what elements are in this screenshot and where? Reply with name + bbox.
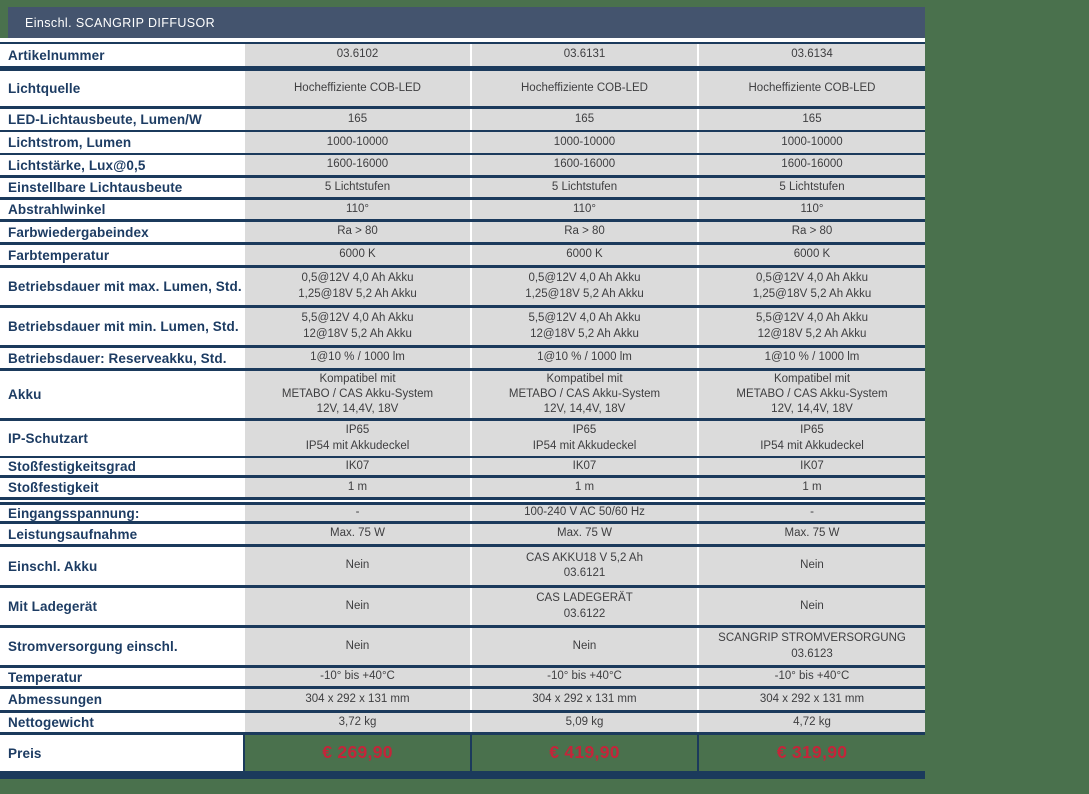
value-cell: 1 m xyxy=(472,478,697,497)
table-row-preis xyxy=(0,735,925,771)
table-row-eingangsspannung xyxy=(0,505,925,524)
table-row-temperatur xyxy=(0,668,925,689)
value-cell: 6000 K xyxy=(472,245,697,265)
value-cell: Nein xyxy=(699,588,925,625)
value-cell: SCANGRIP STROMVERSORGUNG 03.6123 xyxy=(699,628,925,665)
row-label: Farbtemperatur xyxy=(8,247,110,263)
table-row-stossfestigkeitsgrad xyxy=(0,458,925,478)
value-cell: 1 m xyxy=(245,478,470,497)
value-cell: 6000 K xyxy=(245,245,470,265)
value-cell: Nein xyxy=(245,628,470,665)
value-cell: 0,5@12V 4,0 Ah Akku 1,25@18V 5,2 Ah Akku xyxy=(699,268,925,305)
table-row-led-lichtausbeute xyxy=(0,109,925,132)
value-cell: 1600-16000 xyxy=(472,155,697,175)
value-cell: 1000-10000 xyxy=(699,132,925,153)
table-row-stossfestigkeit xyxy=(0,478,925,500)
value-cell: 1 m xyxy=(699,478,925,497)
value-cell: 5,5@12V 4,0 Ah Akku 12@18V 5,2 Ah Akku xyxy=(472,308,697,345)
row-label: Nettogewicht xyxy=(8,715,94,730)
value-cell: 6000 K xyxy=(699,245,925,265)
value-cell: Max. 75 W xyxy=(699,524,925,544)
value-cell: IP65 IP54 mit Akkudeckel xyxy=(699,421,925,456)
table-row-lichtstaerke xyxy=(0,155,925,178)
value-cell: IK07 xyxy=(472,458,697,475)
table-bottom-bar xyxy=(0,771,925,779)
value-cell: 0,5@12V 4,0 Ah Akku 1,25@18V 5,2 Ah Akku xyxy=(245,268,470,305)
table-row-abstrahlwinkel xyxy=(0,200,925,222)
table-row-mit-ladegeraet xyxy=(0,588,925,628)
row-label: IP-Schutzart xyxy=(8,431,88,446)
value-cell: 1@10 % / 1000 lm xyxy=(245,348,470,368)
table-row-stromversorgung xyxy=(0,628,925,668)
value-cell: 165 xyxy=(699,109,925,130)
value-cell: 1600-16000 xyxy=(245,155,470,175)
value-cell: Hocheffiziente COB-LED xyxy=(472,71,697,106)
row-label: Mit Ladegerät xyxy=(8,599,98,614)
value-cell: -10° bis +40°C xyxy=(699,668,925,686)
value-cell: 03.6131 xyxy=(472,44,697,66)
value-cell: 110° xyxy=(699,200,925,219)
value-cell: Max. 75 W xyxy=(472,524,697,544)
value-cell: CAS LADEGERÄT 03.6122 xyxy=(472,588,697,625)
table-row-farbtemperatur xyxy=(0,245,925,268)
value-cell: 110° xyxy=(245,200,470,219)
value-cell: 1@10 % / 1000 lm xyxy=(472,348,697,368)
row-label: Temperatur xyxy=(8,669,83,685)
row-label: Lichtquelle xyxy=(8,81,81,96)
row-label: Stoßfestigkeitsgrad xyxy=(8,459,136,474)
value-cell: IK07 xyxy=(699,458,925,475)
value-cell: CAS AKKU18 V 5,2 Ah 03.6121 xyxy=(472,547,697,585)
value-cell: 165 xyxy=(472,109,697,130)
value-cell: 5 Lichtstufen xyxy=(699,178,925,197)
row-label: Preis xyxy=(0,735,243,771)
value-cell: Nein xyxy=(245,547,470,585)
row-label: Stoßfestigkeit xyxy=(8,480,99,495)
value-cell: 5,5@12V 4,0 Ah Akku 12@18V 5,2 Ah Akku xyxy=(245,308,470,345)
value-cell: Kompatibel mit METABO / CAS Akku-System 12V, 14,4V, 18V xyxy=(472,371,697,418)
value-cell: 0,5@12V 4,0 Ah Akku 1,25@18V 5,2 Ah Akku xyxy=(472,268,697,305)
price-value: € 319,90 xyxy=(699,735,925,771)
value-cell: IK07 xyxy=(245,458,470,475)
value-cell: Hocheffiziente COB-LED xyxy=(699,71,925,106)
row-label: Artikelnummer xyxy=(8,47,105,63)
value-cell: Ra > 80 xyxy=(699,222,925,242)
value-cell: 165 xyxy=(245,109,470,130)
value-cell: 5,5@12V 4,0 Ah Akku 12@18V 5,2 Ah Akku xyxy=(699,308,925,345)
table-title: Einschl. SCANGRIP DIFFUSOR xyxy=(25,15,216,30)
spec-comparison-table xyxy=(0,7,925,779)
price-value: € 269,90 xyxy=(245,735,470,771)
value-cell: Nein xyxy=(699,547,925,585)
value-cell: Nein xyxy=(472,628,697,665)
row-label: Einstellbare Lichtausbeute xyxy=(8,180,183,195)
value-cell: 5,09 kg xyxy=(472,713,697,732)
value-cell: 1000-10000 xyxy=(472,132,697,153)
row-label: Leistungsaufnahme xyxy=(8,526,138,542)
row-label: Betriebsdauer: Reserveakku, Std. xyxy=(8,350,227,366)
value-cell: Hocheffiziente COB-LED xyxy=(245,71,470,106)
value-cell: -10° bis +40°C xyxy=(472,668,697,686)
table-row-artikelnummer xyxy=(0,42,925,71)
table-row-nettogewicht xyxy=(0,713,925,735)
value-cell: IP65 IP54 mit Akkudeckel xyxy=(245,421,470,456)
row-label: Stromversorgung einschl. xyxy=(8,639,178,654)
value-cell: 5 Lichtstufen xyxy=(472,178,697,197)
value-cell: Ra > 80 xyxy=(472,222,697,242)
value-cell: Ra > 80 xyxy=(245,222,470,242)
value-cell: 1@10 % / 1000 lm xyxy=(699,348,925,368)
value-cell: Kompatibel mit METABO / CAS Akku-System 12V, 14,4V, 18V xyxy=(699,371,925,418)
table-row-betriebsdauer-reserveakku xyxy=(0,348,925,371)
row-label: Lichtstärke, Lux@0,5 xyxy=(8,157,146,173)
table-header-bar xyxy=(8,7,925,38)
value-cell: 4,72 kg xyxy=(699,713,925,732)
value-cell: 304 x 292 x 131 mm xyxy=(472,689,697,710)
value-cell: Nein xyxy=(245,588,470,625)
value-cell: 1600-16000 xyxy=(699,155,925,175)
table-row-farbwiedergabeindex xyxy=(0,222,925,245)
value-cell: 304 x 292 x 131 mm xyxy=(699,689,925,710)
row-label: Eingangsspannung: xyxy=(8,505,140,521)
value-cell: 03.6102 xyxy=(245,44,470,66)
row-label: Einschl. Akku xyxy=(8,558,98,574)
value-cell: 5 Lichtstufen xyxy=(245,178,470,197)
price-value: € 419,90 xyxy=(472,735,697,771)
row-label: Abmessungen xyxy=(8,692,103,707)
value-cell: 1000-10000 xyxy=(245,132,470,153)
value-cell: -10° bis +40°C xyxy=(245,668,470,686)
value-cell: 03.6134 xyxy=(699,44,925,66)
table-row-betriebsdauer-min xyxy=(0,308,925,348)
value-cell: - xyxy=(245,505,470,521)
table-row-einstellbare-lichtausbeute xyxy=(0,178,925,200)
row-label: Farbwiedergabeindex xyxy=(8,224,149,240)
value-cell: 3,72 kg xyxy=(245,713,470,732)
table-row-leistungsaufnahme xyxy=(0,524,925,547)
row-label: Lichtstrom, Lumen xyxy=(8,135,132,150)
table-row-betriebsdauer-max xyxy=(0,268,925,308)
value-cell: 304 x 292 x 131 mm xyxy=(245,689,470,710)
table-row-akku xyxy=(0,371,925,421)
row-label: Betriebsdauer mit min. Lumen, Std. xyxy=(8,319,239,334)
row-label: Akku xyxy=(8,387,42,402)
value-cell: IP65 IP54 mit Akkudeckel xyxy=(472,421,697,456)
row-label: Abstrahlwinkel xyxy=(8,202,106,217)
table-row-einschl-akku xyxy=(0,547,925,588)
value-cell: Max. 75 W xyxy=(245,524,470,544)
value-cell: Kompatibel mit METABO / CAS Akku-System 12V, 14,4V, 18V xyxy=(245,371,470,418)
row-label: Betriebsdauer mit max. Lumen, Std. xyxy=(8,279,242,294)
table-row-ip-schutzart xyxy=(0,421,925,458)
value-cell: 100-240 V AC 50/60 Hz xyxy=(472,505,697,521)
table-row-abmessungen xyxy=(0,689,925,713)
row-label: LED-Lichtausbeute, Lumen/W xyxy=(8,112,202,127)
table-row-lichtquelle xyxy=(0,71,925,109)
value-cell: - xyxy=(699,505,925,521)
value-cell: 110° xyxy=(472,200,697,219)
table-row-lichtstrom xyxy=(0,132,925,155)
